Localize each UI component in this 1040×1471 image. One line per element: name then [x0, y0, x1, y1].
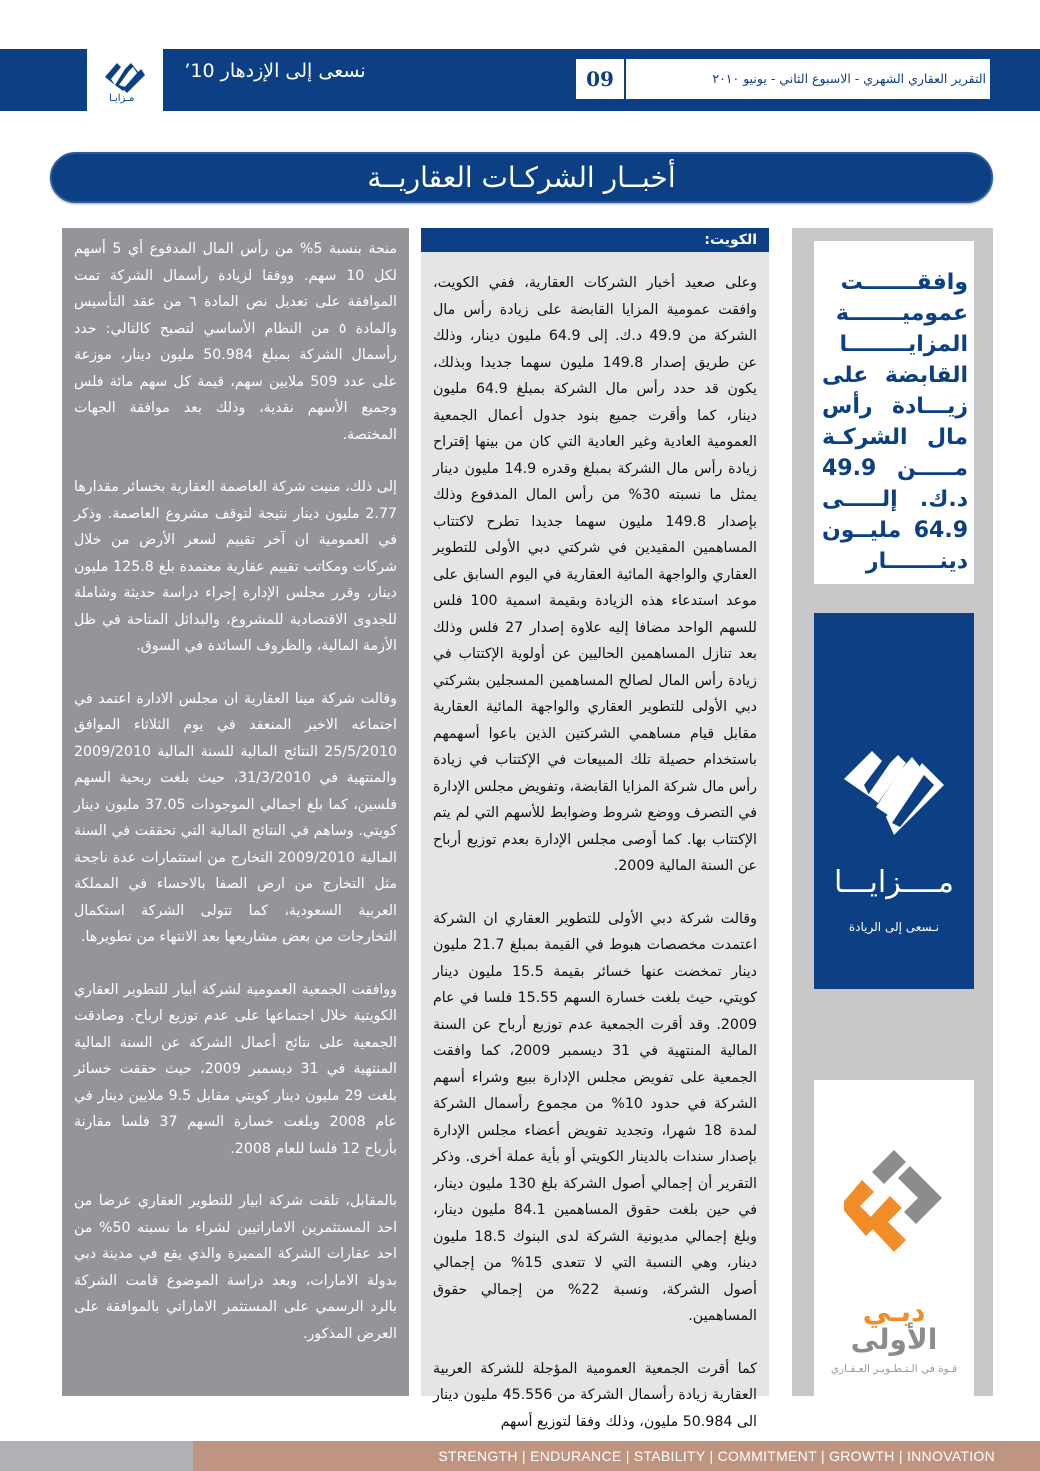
brand-word: مــــزايـــا: [834, 865, 954, 900]
brand-tagline: نـسعى إلى الريادة: [848, 920, 940, 934]
kuwait-section-header: الكويت:: [421, 228, 769, 252]
article-paragraph: وقالت شركة مينا العقارية ان مجلس الادارة اعتمد في اجتماعه الاخير المنعقد في يوم الثلاثاء الموافق 25/5/2010 النتائج المالية للسنة المالية 2009/2010 والمنتهية في 31/3/2010، حيث بلغت ربحية السهم فلسين، كما بلغ اجمالي الموجودات 37.05 مليون دينار كويتي. وساهم في النتائج المالية التي تحققت في السنة المالية 2009/2010 التخارج من استثمارات عدة ناجحة مثل التخارج من ارض الصفا بالاحساء في المملكة العربية السعودية، كما تتولى الشركة استكمال التخارجات من بعض مشاريعها بعد الانتهاء من تطويرها.: [74, 690, 397, 945]
dubai-first-logo-icon: [844, 1150, 944, 1260]
page-number: 09: [576, 59, 626, 99]
report-title-box: [574, 57, 992, 101]
middle-column: [421, 228, 769, 1430]
mazaya-logo-icon: [101, 55, 149, 95]
article-paragraph: وعلى صعيد أخبار الشركات العقارية، ففي الكويت، وافقت عمومية المزايا القابضة على زيادة رأس مال الشركة من 49.9 د.ك. إلى 64.9 مليون دينار، وذلك عن طريق إصدار 149.8 مليون سهما جديدا وبذلك، يكون قد حدد رأس مال الشركة بمبلغ 64.9 مليون دينار، كما وأقرت جميع بنود جدول أعمال الجمعية العمومية العادية وغير العادية التي كان من بينها إقتراح زيادة رأس مال الشركة بمبلغ وقدره 14.9 مليون دينار يمثل ما نسبته 30% من رأس المال المدفوع وذلك بإصدار 149.8 مليون سهما جديدا تطرح لاكتتاب المساهمين المقيدين في شركتي دبي الأولى للتطوير العقاري والواجهة المائية العقارية في اليوم السابق على موعد استدعاء هذه الزيادة وبقيمة اسمية 100 فلس للسهم الواحد مضافا إليه علاوة إصدار 27 فلس وذلك بعد تنازل المساهمين الحاليين عن أولوية الإكتتاب في زيادة رأس المال لصالح المساهمين المسجلين بشركتي دبي الأولى للتطوير العقاري والواجهة المائية العقارية مقابل قيام مساهمي الشركتين الذين باعوا أسهمهم باستخدام حصيلة تلك المبيعات في الإكتتاب في زيادة رأس مال شركة المزايا القابضة، وتفويض مجلس الإدارة في التصرف ووضع شروط وضوابط للأسهم التي لم يتم الإكتتاب بها. كما أوصى مجلس الإدارة بعدم توزيع أرباح عن السنة المالية 2009.: [433, 275, 758, 874]
article-paragraph: بالمقابل، تلقت شركة ابيار للتطوير العقاري عرضا من احد المستثمرين الاماراتيين لشراء ما نسبته 50% من احد عقارات الشركة المميزة والذي يقع في مدينة دبي بدولة الامارات، وبعد دراسة الموضوع قامت الشركة بالرد الرسمي على المستثمر الاماراتي بالموافقة على العرض المذكور.: [74, 1193, 398, 1342]
report-title: التقرير العقاري الشهري - الاسبوع الثاني - يونيو ٢٠١٠: [712, 71, 986, 86]
section-title: أخبــار الشركـات العقاريــة: [367, 161, 676, 194]
dubai-first-panel: [814, 1080, 974, 1396]
article-paragraph: إلى ذلك، منيت شركة العاصمة العقارية بخسائر مقدارها 2.77 مليون دينار نتيجة لتوقف مشروع العاصمة. وذكر في العمومية ان آخر تقييم لسعر الأرض من خلال شركات ومكاتب تقييم عقارية معتمدة بلغ 125.8 مليون دينار، وقرر مجلس الإدارة إجراء دراسة حديثة وشاملة للجدوى الاقتصادية للمشروع، والبدائل المتاحة في ظل الأزمة المالية، والظروف السائدة في السوق.: [74, 479, 397, 654]
footer-bar: [193, 1441, 1040, 1471]
right-column: [792, 228, 993, 1396]
pull-quote: وافقـــــــت عموميـــــــة المزايــــــــا القابضة على زيـــادة رأس مال الشركـة مـــــن 49.9 د.ك. إلـــــى 64.9 مليــون دينـــــــار: [822, 270, 968, 574]
pull-quote-panel: [814, 241, 974, 584]
article-paragraph: ووافقت الجمعية العمومية لشركة أبيار للتطوير العقاري الكويتية خلال اجتماعها على عدم توزيع ارباح. وصادقت الجمعية على نتائج أعمال الشركة عن السنة المالية المنتهية في 31 ديسمبر 2009، حيث حققت خسائر بلغت 29 مليون دينار كويتي مقابل 9.5 ملايين دينار في عام 2008 وبلغت خسارة السهم 37 فلسا مقارنة بأرباح 12 فلسا للعام 2008.: [74, 981, 398, 1157]
section-title-bar: [50, 152, 993, 203]
header-slogan: نسعى إلى الإزدهار 10’: [184, 60, 366, 82]
dubai-tagline: قـوة في الـتـطـويـر العـقـاري: [830, 1363, 958, 1375]
mazaya-brand-icon: [842, 723, 946, 843]
article-paragraph: كما أقرت الجمعية العمومية المؤجلة للشركة العربية العقارية زيادة رأسمال الشركة من 45.556 مليون دينار الى 50.984 مليون، وذلك وفقا لتوزيع أسهم: [433, 1360, 757, 1430]
mazaya-brand-panel: [814, 613, 974, 989]
logo-word: مـزايـا: [109, 93, 135, 104]
footer-values: STRENGTH | ENDURANCE | STABILITY | COMMITMENT | GROWTH | INNOVATION: [438, 1448, 995, 1464]
dubai-name-line2: الأولى: [850, 1323, 938, 1356]
footer-grey-block: [0, 1441, 193, 1471]
article-paragraph: وقالت شركة دبي الأولى للتطوير العقاري ان الشركة اعتمدت مخصصات هبوط في القيمة بمبلغ 21.7 مليون دينار تمخضت عنها خسائر بقيمة 15.5 مليون دينار كويتي، حيث بلغت خسارة السهم 15.55 فلسا في عام 2009. وقد أقرت الجمعية عدم توزيع أرباح عن السنة المالية المنتهية في 31 ديسمبر 2009، كما وافقت الجمعية على تفويض مجلس الإدارة ببيع وشراء أسهم الشركة في حدود 10% من مجموع رأسمال الشركة لمدة 18 شهرا، وتجديد تفويض أعضاء مجلس الإدارة بإصدار سندات بالدينار الكويتي أو بأية عملة أخرى. وذكر التقرير أن إجمالي أصول الشركة بلغ 130 مليون دينار، في حين بلغت حقوق المساهمين 84.1 مليون دينار، وبلغ إجمالي مديونية الشركة لدى البنوك 18.5 مليون دينار، وهي النسبة التي لا تتعدى 15% من إجمالي أصول الشركة، ونسبة 22% من إجمالي حقوق المساهمين.: [433, 910, 758, 1324]
dubai-name-line1: دبـي: [862, 1295, 926, 1328]
left-column: [62, 228, 409, 1396]
mazaya-logo: [87, 49, 163, 111]
article-paragraph: منحة بنسبة 5% من رأس المال المدفوع أي 5 أسهم لكل 10 سهم. ووفقا لزيادة رأسمال الشركة تمت الموافقة على تعديل نص المادة ٦ من عقد التأسيس والمادة ٥ من النظام الأساسي لتصبح كالتالي: حدد رأسمال الشركة بمبلغ 50.984 مليون دينار، موزعة على عدد 509 ملايين سهم، قيمة كل سهم مائة فلس وجميع الأسهم نقدية، وذلك بعد موافقة الجهات المختصة.: [74, 241, 397, 443]
